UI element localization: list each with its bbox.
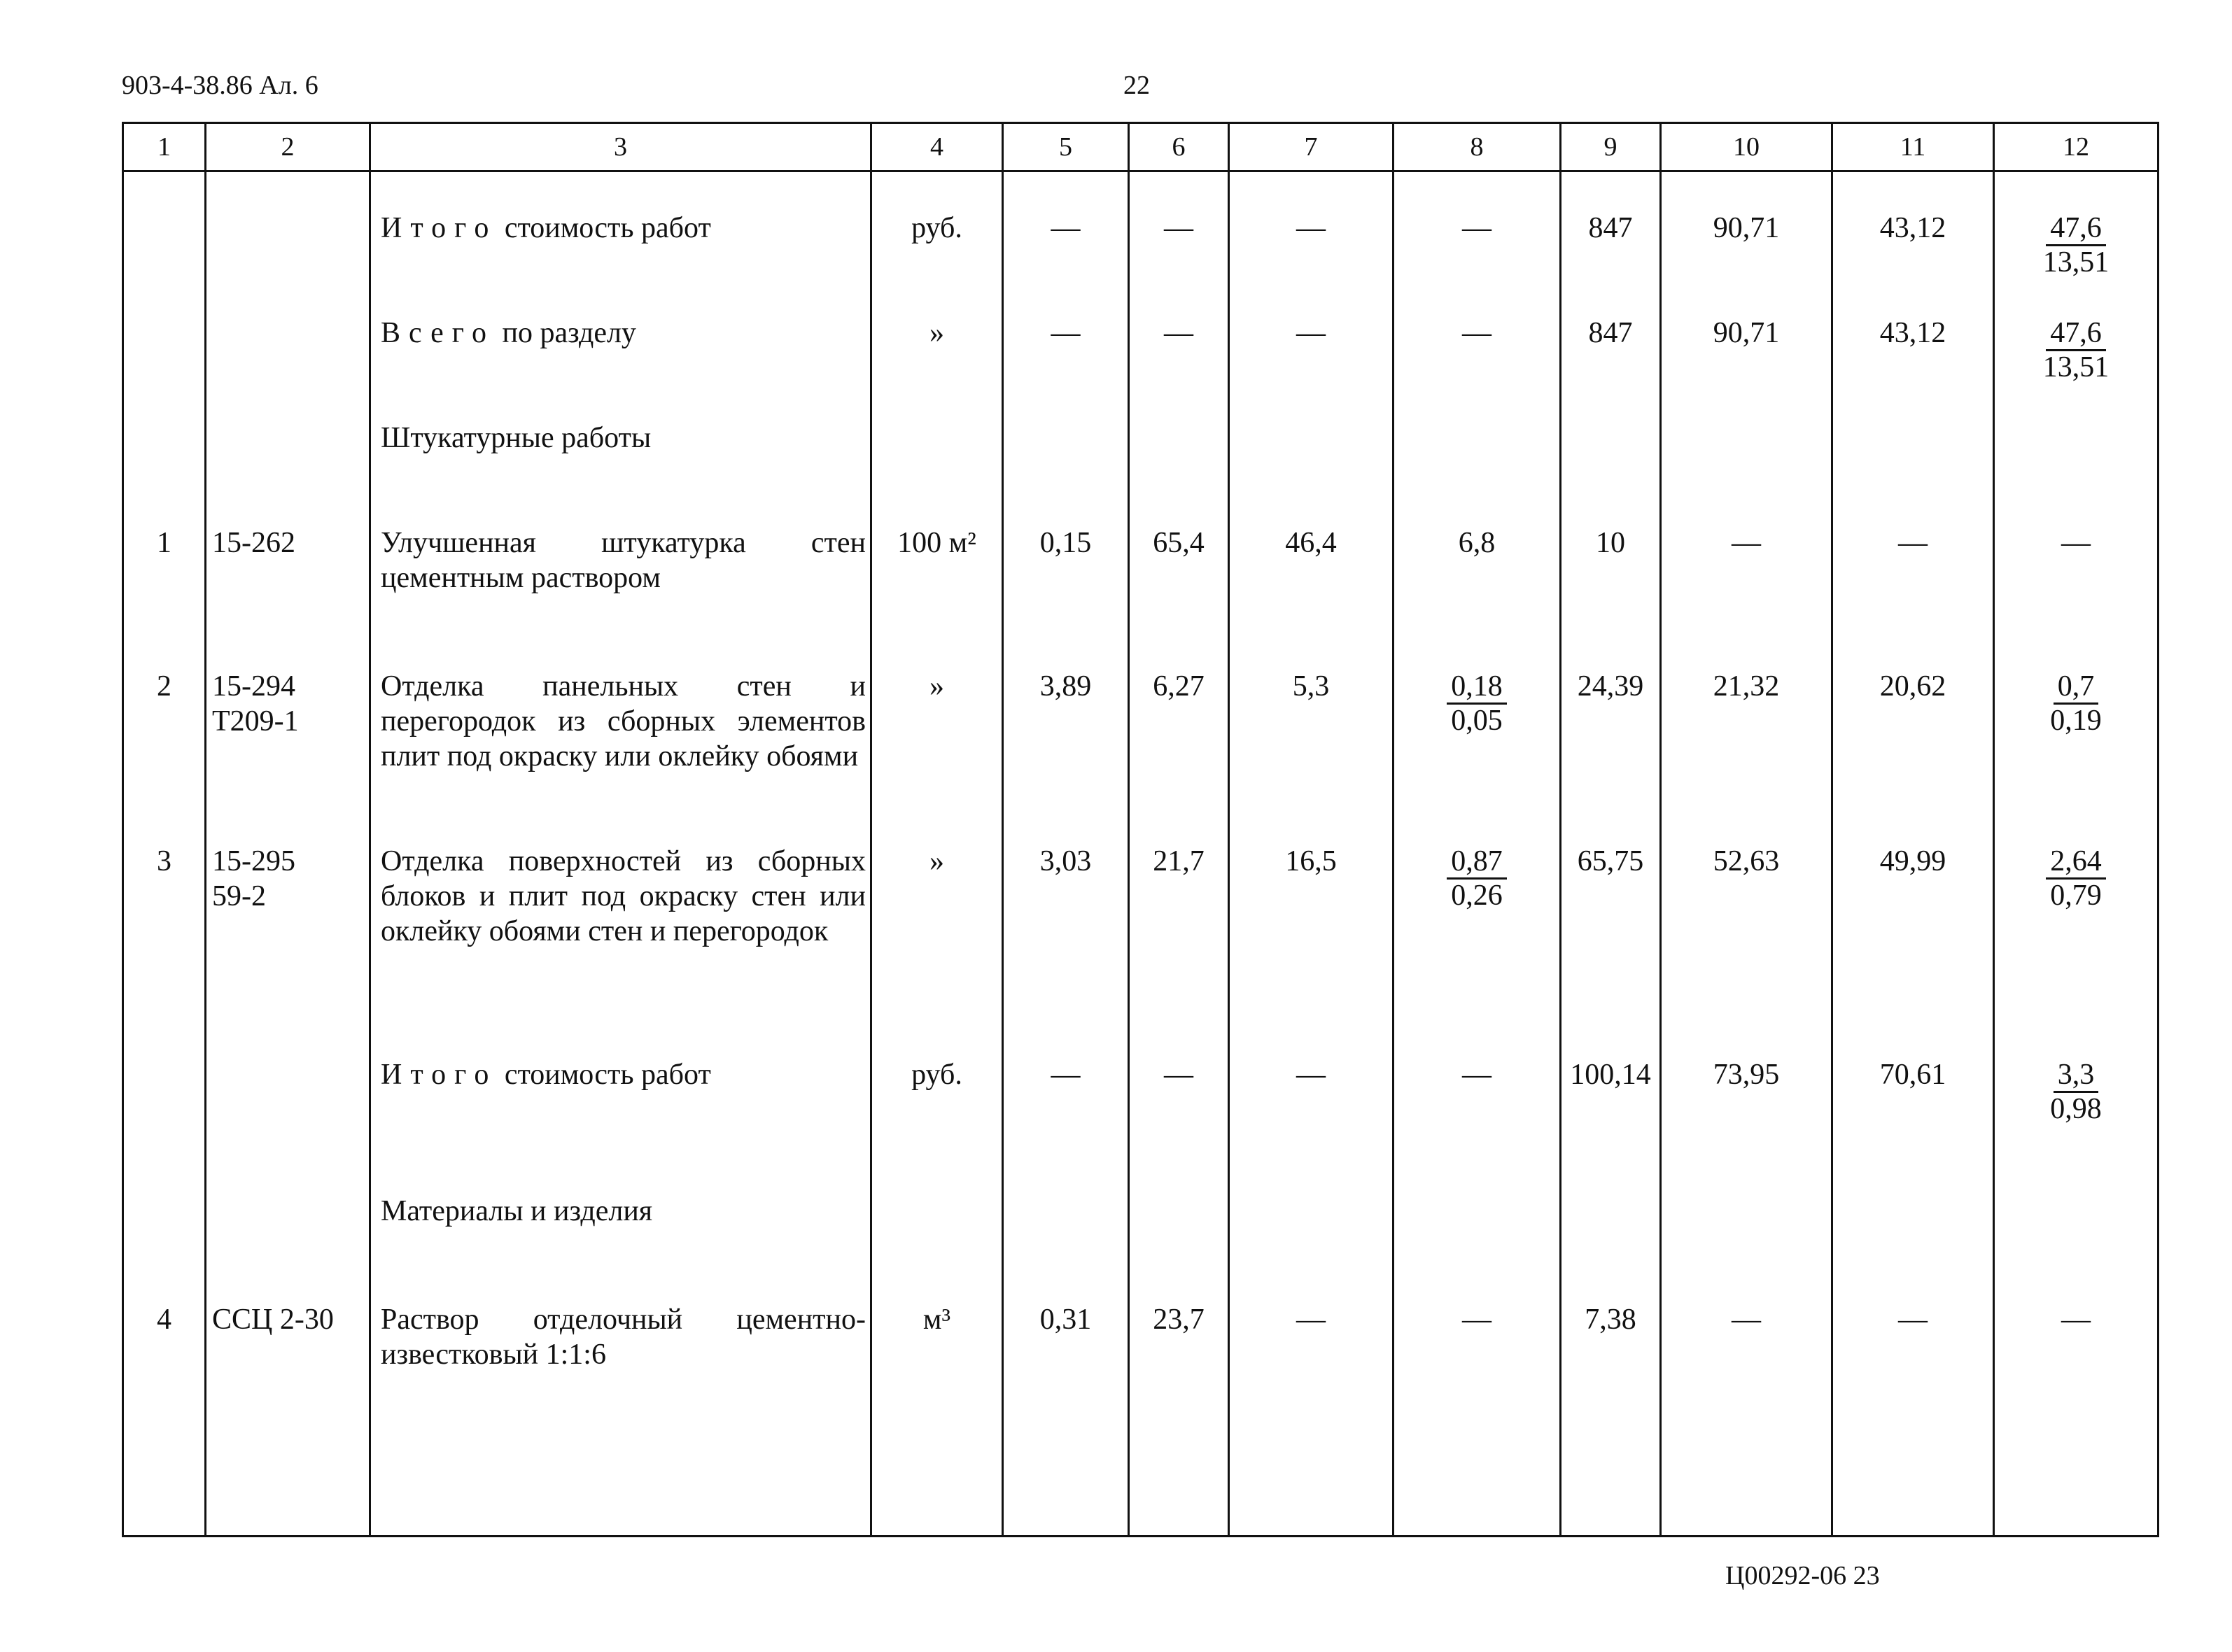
cell-col-4: 100 м² <box>871 525 1003 669</box>
column-header-10: 10 <box>1661 123 1832 171</box>
cell-col-10: 52,63 <box>1661 844 1832 1057</box>
cell-col-11: 43,12 <box>1832 211 1994 316</box>
cell-col-9: 100,14 <box>1561 1057 1661 1194</box>
cell-col-9: 24,39 <box>1561 669 1661 844</box>
cell-col-1 <box>123 316 206 421</box>
cell-col-5 <box>1003 421 1129 525</box>
cell-col-8 <box>1394 844 1561 1057</box>
denominator: 0,19 <box>2050 705 2102 737</box>
cell-col-2 <box>206 1057 370 1194</box>
cell-col-7: 5,3 <box>1229 669 1394 844</box>
column-header-6: 6 <box>1129 123 1229 171</box>
table-row <box>123 844 2159 1057</box>
table-row <box>123 1302 2159 1537</box>
cell-col-12 <box>1994 1057 2159 1194</box>
cell-col-4: » <box>871 669 1003 844</box>
cell-col-9: 10 <box>1561 525 1661 669</box>
cell-col-2 <box>206 211 370 316</box>
cell-col-2: 15-295 59-2 <box>206 844 370 1057</box>
table-row <box>123 421 2159 525</box>
cell-col-5: 3,89 <box>1003 669 1129 844</box>
cell-col-5: 0,15 <box>1003 525 1129 669</box>
row-description: стоимость работ <box>497 1059 711 1091</box>
estimate-table <box>122 122 2159 1537</box>
cell-col-6: — <box>1129 316 1229 421</box>
row-description: по разделу <box>495 317 636 349</box>
cell-col-11: — <box>1832 1302 1994 1537</box>
column-header-11: 11 <box>1832 123 1994 171</box>
footer-code: Ц00292-06 23 <box>1725 1561 1880 1590</box>
cell-col-6: 6,27 <box>1129 669 1229 844</box>
row-label-spaced: Всего <box>381 317 495 349</box>
row-description: Штукатурные работы <box>381 422 652 454</box>
cell-col-10: — <box>1661 1302 1832 1537</box>
cell-col-8: — <box>1394 316 1561 421</box>
cell-col-7: — <box>1229 316 1394 421</box>
denominator: 0,98 <box>2050 1093 2102 1125</box>
table-row <box>123 211 2159 316</box>
denominator: 0,26 <box>1451 880 1503 912</box>
cell-col-8 <box>1394 669 1561 844</box>
column-header-5: 5 <box>1003 123 1129 171</box>
cell-col-11: 43,12 <box>1832 316 1994 421</box>
denominator: 0,79 <box>2050 880 2102 912</box>
cell-col-8 <box>1394 421 1561 525</box>
numerator: 47,6 <box>2046 212 2106 246</box>
cell-col-3 <box>370 1194 871 1302</box>
cell-col-3 <box>370 669 871 844</box>
column-header-2: 2 <box>206 123 370 171</box>
row-label-spaced: Итого <box>381 1059 498 1091</box>
cell-col-2: ССЦ 2-30 <box>206 1302 370 1537</box>
numerator: 47,6 <box>2046 317 2106 351</box>
cell-col-8: 6,8 <box>1394 525 1561 669</box>
cell-col-9: 7,38 <box>1561 1302 1661 1537</box>
cell-col-6: 21,7 <box>1129 844 1229 1057</box>
cell-col-8: — <box>1394 211 1561 316</box>
cell-col-6: 65,4 <box>1129 525 1229 669</box>
cell-col-1: 4 <box>123 1302 206 1537</box>
cell-col-12 <box>1994 669 2159 844</box>
cell-col-4: » <box>871 316 1003 421</box>
fraction-value <box>2043 317 2110 383</box>
cell-col-4: м³ <box>871 1302 1003 1537</box>
cell-col-12 <box>1994 421 2159 525</box>
fraction-value <box>2050 670 2102 737</box>
fraction-value <box>2043 212 2110 278</box>
cell-col-3 <box>370 1057 871 1194</box>
cell-col-4: » <box>871 844 1003 1057</box>
numerator: 0,18 <box>1447 670 1507 705</box>
cell-col-2: 15-262 <box>206 525 370 669</box>
document-code: 903-4-38.86 Ал. 6 <box>122 71 318 100</box>
table-row <box>123 525 2159 669</box>
cell-col-9: 847 <box>1561 316 1661 421</box>
cell-col-2 <box>206 1194 370 1302</box>
cell-col-7 <box>1229 421 1394 525</box>
cell-col-9 <box>1561 421 1661 525</box>
cell-col-7: 16,5 <box>1229 844 1394 1057</box>
cell-col-2 <box>206 316 370 421</box>
column-header-8: 8 <box>1394 123 1561 171</box>
cell-col-2: 15-294 Т209-1 <box>206 669 370 844</box>
cell-col-12 <box>1994 211 2159 316</box>
cell-col-1 <box>123 1194 206 1302</box>
table-row <box>123 669 2159 844</box>
page-number: 22 <box>1123 71 1150 100</box>
fraction-value <box>2046 845 2106 912</box>
row-description: стоимость работ <box>497 212 711 244</box>
cell-col-3 <box>370 844 871 1057</box>
cell-col-7: — <box>1229 1057 1394 1194</box>
row-label-spaced: Итого <box>381 212 498 244</box>
denominator: 13,51 <box>2042 351 2110 383</box>
cell-col-10 <box>1661 421 1832 525</box>
cell-col-10: 90,71 <box>1661 211 1832 316</box>
cell-col-6: — <box>1129 211 1229 316</box>
cell-col-10: 90,71 <box>1661 316 1832 421</box>
cell-col-12 <box>1994 844 2159 1057</box>
cell-col-12 <box>1994 316 2159 421</box>
cell-col-12: — <box>1994 1302 2159 1537</box>
table-row <box>123 316 2159 421</box>
cell-col-11: 49,99 <box>1832 844 1994 1057</box>
fraction-value <box>1447 845 1507 912</box>
cell-col-9: 847 <box>1561 211 1661 316</box>
cell-col-3 <box>370 211 871 316</box>
column-header-1: 1 <box>123 123 206 171</box>
cell-col-5: — <box>1003 211 1129 316</box>
cell-col-5 <box>1003 1194 1129 1302</box>
cell-col-1 <box>123 1057 206 1194</box>
cell-col-8: — <box>1394 1302 1561 1537</box>
cell-col-1: 2 <box>123 669 206 844</box>
cell-col-1: 3 <box>123 844 206 1057</box>
column-header-9: 9 <box>1561 123 1661 171</box>
column-header-7: 7 <box>1229 123 1394 171</box>
denominator: 13,51 <box>2042 246 2110 278</box>
table-row <box>123 1194 2159 1302</box>
column-header-4: 4 <box>871 123 1003 171</box>
cell-col-4 <box>871 421 1003 525</box>
cell-col-5: 0,31 <box>1003 1302 1129 1537</box>
cell-col-12: — <box>1994 525 2159 669</box>
numerator: 0,87 <box>1447 845 1507 880</box>
row-description: Материалы и изделия <box>381 1195 653 1227</box>
cell-col-4: руб. <box>871 1057 1003 1194</box>
column-header-3: 3 <box>370 123 871 171</box>
cell-col-5: — <box>1003 316 1129 421</box>
cell-col-11 <box>1832 421 1994 525</box>
cell-col-1 <box>123 421 206 525</box>
numerator: 2,64 <box>2046 845 2106 880</box>
cell-col-9: 65,75 <box>1561 844 1661 1057</box>
spacer-row <box>123 171 2159 211</box>
row-description: Отделка панельных стен и перегородок из сборных элементов плит под окраску или оклейку обоями <box>381 670 866 772</box>
cell-col-3 <box>370 421 871 525</box>
cell-col-5: 3,03 <box>1003 844 1129 1057</box>
cell-col-7: — <box>1229 211 1394 316</box>
cell-col-6 <box>1129 1194 1229 1302</box>
row-description: Раствор отделочный цементно-известковый 1:1:6 <box>381 1304 866 1371</box>
denominator: 0,05 <box>1451 705 1503 737</box>
cell-col-6: 23,7 <box>1129 1302 1229 1537</box>
cell-col-2 <box>206 421 370 525</box>
fraction-value <box>1447 670 1507 737</box>
table-row <box>123 1057 2159 1194</box>
cell-col-11: 70,61 <box>1832 1057 1994 1194</box>
cell-col-10 <box>1661 1194 1832 1302</box>
column-header-12: 12 <box>1994 123 2159 171</box>
numerator: 3,3 <box>2054 1059 2099 1093</box>
cell-col-12 <box>1994 1194 2159 1302</box>
cell-col-8 <box>1394 1194 1561 1302</box>
cell-col-4: руб. <box>871 211 1003 316</box>
cell-col-3 <box>370 316 871 421</box>
cell-col-9 <box>1561 1194 1661 1302</box>
cell-col-7: 46,4 <box>1229 525 1394 669</box>
cell-col-6: — <box>1129 1057 1229 1194</box>
cell-col-8: — <box>1394 1057 1561 1194</box>
cell-col-3 <box>370 1302 871 1537</box>
cell-col-1: 1 <box>123 525 206 669</box>
cell-col-6 <box>1129 421 1229 525</box>
cell-col-11 <box>1832 1194 1994 1302</box>
cell-col-11: 20,62 <box>1832 669 1994 844</box>
cell-col-11: — <box>1832 525 1994 669</box>
cell-col-10: 73,95 <box>1661 1057 1832 1194</box>
cell-col-1 <box>123 211 206 316</box>
fraction-value <box>2050 1059 2102 1125</box>
cell-col-4 <box>871 1194 1003 1302</box>
cell-col-10: 21,32 <box>1661 669 1832 844</box>
row-description: Отделка поверхностей из сборных блоков и плит под окраску стен или оклейку обоями стен и перегородок <box>381 845 866 947</box>
cell-col-10: — <box>1661 525 1832 669</box>
row-description: Улучшенная штукатурка стен цементным раствором <box>381 527 866 594</box>
cell-col-7 <box>1229 1194 1394 1302</box>
column-number-header <box>123 123 2159 171</box>
cell-col-3 <box>370 525 871 669</box>
cell-col-5: — <box>1003 1057 1129 1194</box>
numerator: 0,7 <box>2054 670 2099 705</box>
cell-col-7: — <box>1229 1302 1394 1537</box>
